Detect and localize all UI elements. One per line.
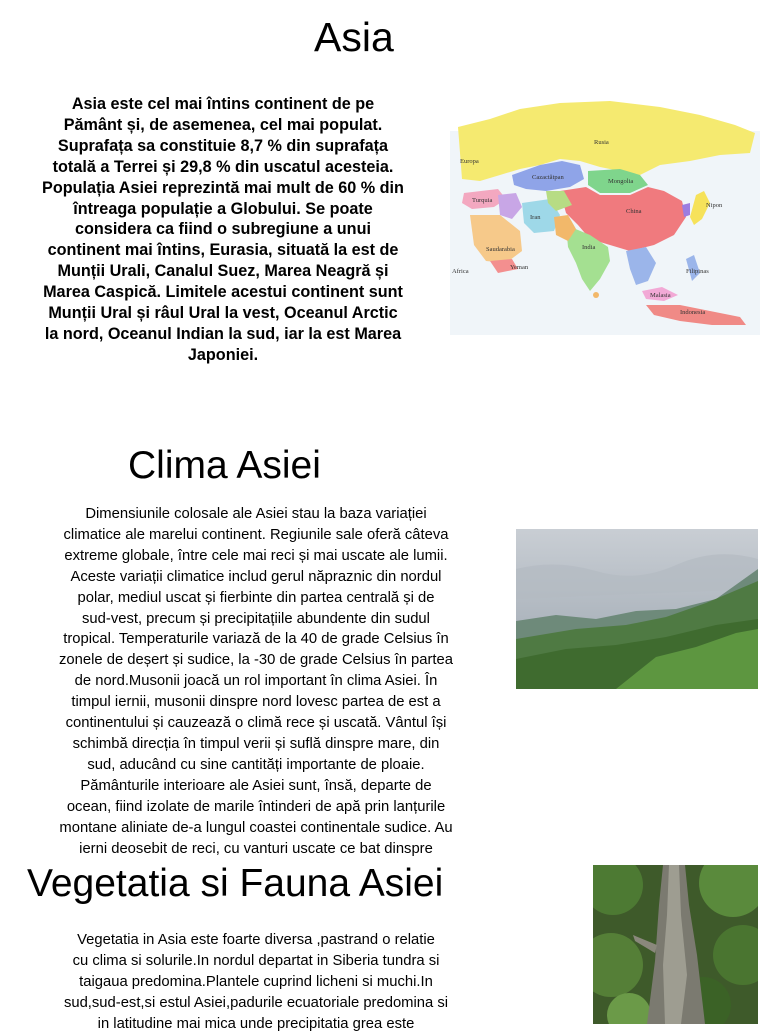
- paragraph-line: Vegetatia in Asia este foarte diversa ,pastrand o relatie: [77, 932, 435, 948]
- map-label-africa: Africa: [452, 268, 469, 275]
- map-label-europa: Europa: [460, 158, 479, 165]
- paragraph-line: la nord, Oceanul Indian la sud, iar la est Marea: [44, 324, 402, 343]
- map-label-saudarabia: Saudarabia: [486, 246, 515, 253]
- map-label-filipinas: Filipinas: [686, 268, 709, 275]
- section-title-clima: Clima Asiei: [128, 444, 321, 487]
- paragraph-line: schimbă direcția în timpul verii și suflă dinspre mare, din: [72, 735, 440, 752]
- forest-tree-photo: [593, 865, 758, 1024]
- map-label-india: India: [582, 244, 596, 251]
- paragraph-line: întreaga populație a Globului. Se poate: [73, 199, 373, 218]
- map-label-mongolia: Mongolia: [608, 178, 634, 185]
- paragraph-line: Dimensiunile colosale ale Asiei stau la baza variației: [85, 506, 427, 522]
- map-label-yeman: Yeman: [510, 264, 529, 271]
- map-label-turquia: Turquia: [472, 197, 493, 204]
- mountain-landscape-photo: [516, 529, 758, 689]
- paragraph-line: Munții Ural și râul Ural la vest, Oceanul Arctic: [48, 304, 398, 323]
- paragraph-clima: [0, 504, 512, 859]
- paragraph-line: Japoniei.: [187, 345, 259, 364]
- paragraph-line: Aceste variații climatice includ gerul năpraznic din nordul: [70, 568, 442, 585]
- paragraph-line: taigaua predomina.Plantele cuprind licheni si muchi.In: [79, 974, 433, 990]
- paragraph-line: ierni deosebit de reci, cu vanturi uscate ce bat dinspre: [79, 840, 433, 857]
- paragraph-line: Asia este cel mai întins continent de pe: [71, 95, 375, 113]
- paragraph-line: polar, mediul uscat și fierbinte din partea centrală și de: [77, 589, 435, 606]
- paragraph-line: continent mai întins, Eurasia, situată la est de: [47, 241, 399, 260]
- paragraph-line: montane aliniate de-a lungul coastei continentale sudice. Au: [59, 819, 453, 836]
- section-title-vegetatia: Vegetatia si Fauna Asiei: [27, 862, 444, 905]
- paragraph-line: sud, aducând cu sine cantități importante de ploaie.: [87, 756, 425, 773]
- paragraph-line: totală a Terrei și 29,8 % din uscatul acesteia.: [52, 157, 394, 176]
- map-label-iran: Iran: [530, 214, 541, 221]
- paragraph-line: Marea Caspică. Limitele acestui continent sunt: [43, 283, 403, 302]
- paragraph-line: de nord.Musonii joacă un rol important în clima Asiei. În: [74, 673, 438, 690]
- paragraph-line: Populația Asiei reprezintă mai mult de 60 % din: [42, 178, 404, 197]
- paragraph-line: extreme globale, între cele mai reci și mai uscate ale lumii.: [64, 547, 448, 564]
- paragraph-line: Pământ și, de asemenea, cel mai populat.: [63, 115, 383, 134]
- paragraph-line: ocean, fiind izolate de marile întinderi de apă prin lanțurile: [66, 798, 446, 815]
- paragraph-line: sud-vest, precum și precipitațiile abundente din sudul: [82, 610, 430, 627]
- paragraph-line: zonele de deșert și sudice, la -30 de grade Celsius în partea: [59, 652, 453, 669]
- paragraph-line: Suprafața sa constituie 8,7 % din suprafața: [57, 136, 389, 155]
- map-label-rusia: Rusia: [594, 139, 609, 146]
- asia-map: [450, 95, 760, 335]
- paragraph-line: climatice ale marelui continent. Regiunile sale oferă câteva: [63, 526, 449, 543]
- paragraph-line: Munții Urali, Canalul Suez, Marea Neagră și: [57, 262, 389, 281]
- paragraph-asia: [0, 94, 446, 366]
- paragraph-line: continentului și cauzează o climă rece și uscată. Vântul își: [65, 715, 447, 732]
- paragraph-line: cu clima si solurile.In nordul departat in Siberia tundra si: [72, 953, 440, 969]
- paragraph-line: Pământurile interioare ale Asiei sunt, însă, departe de: [80, 777, 432, 794]
- paragraph-line: sud,sud-est,si estul Asiei,padurile ecuatoriale predomina si: [63, 995, 449, 1011]
- paragraph-vegetatia: [0, 930, 512, 1035]
- paragraph-line: tropical. Temperaturile variază de la 40 de grade Celsius în: [63, 631, 449, 648]
- paragraph-line: considera ca fiind o subregiune a unui: [75, 220, 371, 239]
- paragraph-line: in latitudine mai mica unde precipitatia grea este: [97, 1016, 415, 1032]
- map-label-malasia: Malasia: [650, 292, 671, 299]
- map-label-indonesia: Indonesia: [680, 309, 706, 316]
- map-label-china: China: [626, 208, 642, 215]
- paragraph-line: timpul iernii, musonii dinspre nord lovesc partea de est a: [71, 694, 441, 711]
- map-label-cazactan: Cazactătpan: [532, 174, 564, 181]
- map-label-nipon: Nipon: [706, 202, 723, 209]
- section-title-asia: Asia: [314, 14, 394, 60]
